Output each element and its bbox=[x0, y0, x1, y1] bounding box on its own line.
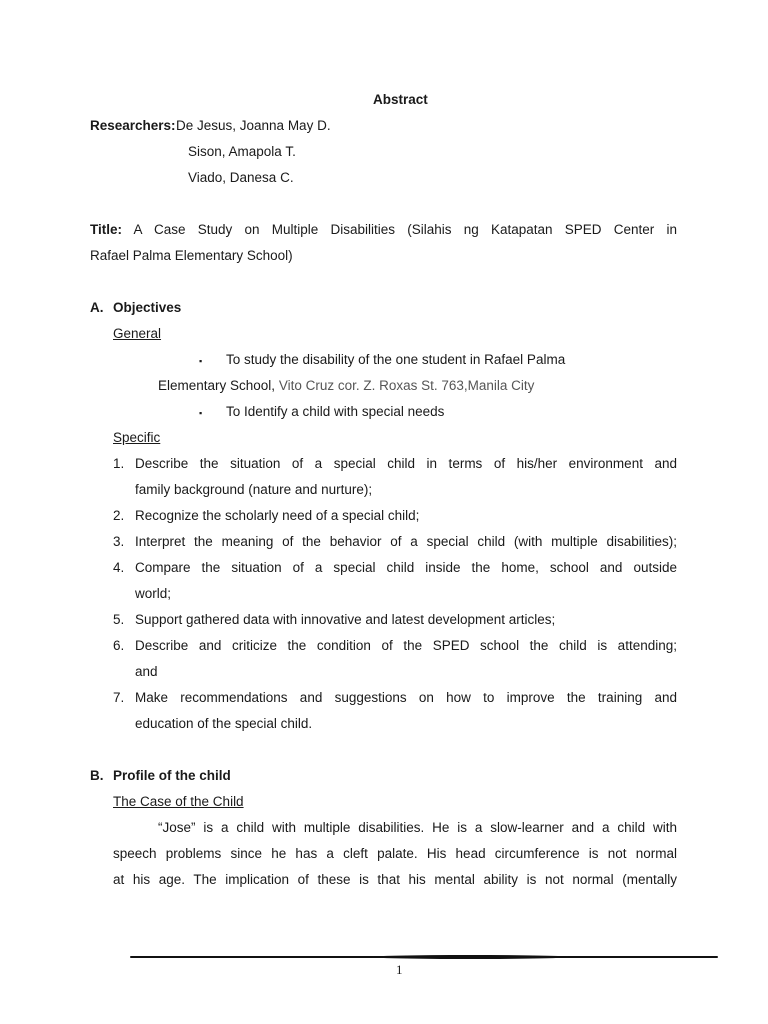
list-number: 6. bbox=[113, 638, 125, 653]
paragraph-line: “Jose” is a child with multiple disabilities. He is a slow-learner and a child with bbox=[158, 820, 677, 835]
general-item-1-address: Vito Cruz cor. Z. Roxas St. 763,Manila City bbox=[278, 378, 535, 393]
general-item-1-line-2 bbox=[158, 378, 534, 394]
bullet-icon: ▪ bbox=[199, 356, 203, 366]
list-number: 3. bbox=[113, 534, 125, 549]
list-item: Describe and criticize the condition of the SPED school the child is attending; bbox=[135, 638, 677, 653]
list-number: 1. bbox=[113, 456, 125, 471]
title-text: A Case Study on Multiple Disabilities (Silahis ng Katapatan SPED Center in bbox=[133, 222, 677, 237]
profile-heading: Profile of the child bbox=[113, 768, 231, 783]
general-item-2: To Identify a child with special needs bbox=[226, 404, 445, 419]
paragraph-line: at his age. The implication of these is that his mental ability is not normal (mentally bbox=[113, 872, 677, 887]
page-number: 1 bbox=[396, 962, 403, 977]
list-item-cont: family background (nature and nurture); bbox=[135, 482, 373, 497]
general-label: General bbox=[113, 326, 162, 341]
title-line-2: Rafael Palma Elementary School) bbox=[90, 248, 293, 263]
specific-label: Specific bbox=[113, 430, 161, 445]
researcher-name: Viado, Danesa C. bbox=[188, 170, 294, 185]
list-item: Describe the situation of a special child in terms of his/her environment and bbox=[135, 456, 677, 471]
list-item: Support gathered data with innovative and latest development articles; bbox=[135, 612, 556, 627]
researchers-label: Researchers: bbox=[90, 118, 176, 133]
list-item-cont: and bbox=[135, 664, 158, 679]
footer-rule bbox=[130, 956, 718, 958]
researcher-name: Sison, Amapola T. bbox=[188, 144, 296, 159]
list-item-cont: world; bbox=[135, 586, 172, 601]
title-label: Title: bbox=[90, 222, 123, 237]
list-item: Compare the situation of a special child inside the home, school and outside bbox=[135, 560, 677, 575]
general-item-1-line-1: To study the disability of the one student in Rafael Palma bbox=[226, 352, 566, 367]
case-label: The Case of the Child bbox=[113, 794, 244, 809]
paragraph-line: speech problems since he has a cleft palate. His head circumference is not normal bbox=[113, 846, 677, 861]
objectives-heading: Objectives bbox=[113, 300, 182, 315]
abstract-title: Abstract bbox=[373, 92, 428, 107]
list-item-cont: education of the special child. bbox=[135, 716, 313, 731]
list-number: 7. bbox=[113, 690, 125, 705]
list-number: 2. bbox=[113, 508, 125, 523]
list-number: 5. bbox=[113, 612, 125, 627]
section-letter: B. bbox=[90, 768, 104, 783]
list-item: Interpret the meaning of the behavior of a special child (with multiple disabilities); bbox=[135, 534, 677, 549]
bullet-icon: ▪ bbox=[199, 408, 203, 418]
list-item: Make recommendations and suggestions on how to improve the training and bbox=[135, 690, 677, 705]
list-item: Recognize the scholarly need of a special child; bbox=[135, 508, 420, 523]
general-item-1-text: Elementary School, bbox=[158, 378, 279, 393]
list-number: 4. bbox=[113, 560, 125, 575]
researcher-name: De Jesus, Joanna May D. bbox=[176, 118, 331, 133]
section-letter: A. bbox=[90, 300, 104, 315]
title-line-1 bbox=[90, 222, 677, 238]
